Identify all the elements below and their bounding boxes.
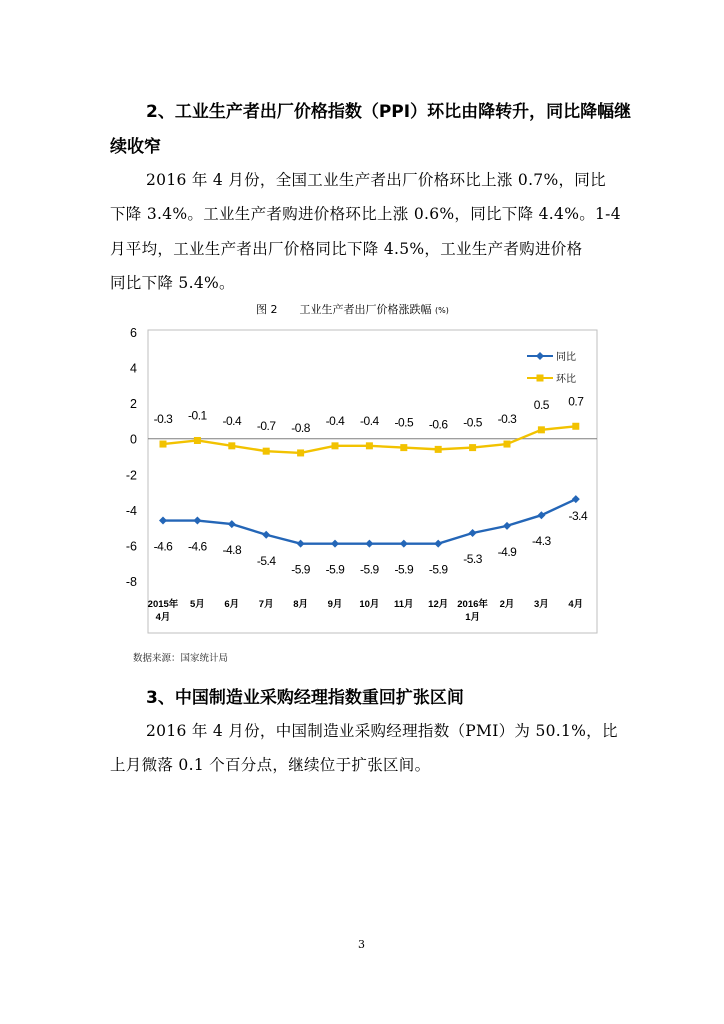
data-point-tongbi [262,531,270,539]
x-tick-label-line: 5月 [190,599,205,610]
figure-caption-unit: (%) [435,306,449,315]
section-3-heading: 3、中国制造业采购经理指数重回扩张区间 [146,688,464,708]
data-label-tongbi: -5.9 [394,562,414,577]
data-point-huanbi [194,437,201,444]
data-point-huanbi [469,444,476,451]
data-label-huanbi: -0.4 [325,413,345,428]
data-point-huanbi [366,442,373,449]
data-label-huanbi: 0.5 [533,397,549,412]
x-tick-label-line: 2月 [499,599,515,610]
x-tick-label [359,599,379,610]
data-label-huanbi: -0.5 [463,415,482,430]
chart-border [148,330,597,633]
x-tick-label [428,599,448,610]
data-source-note: 数据来源：国家统计局 [133,653,229,664]
data-point-huanbi [435,446,442,453]
y-tick-label: -4 [125,503,137,518]
x-tick-label [328,599,343,610]
data-label-tongbi: -5.3 [463,551,482,566]
data-point-tongbi [400,540,408,548]
x-tick-label-line: 11月 [394,599,414,610]
data-label-tongbi: -5.9 [428,562,448,577]
data-point-huanbi [332,442,339,449]
section-2-paragraph-line: 下降 3.4%。工业生产者购进价格环比上涨 0.6%，同比下降 4.4%。1-4 [110,205,621,223]
data-label-tongbi: -5.9 [291,562,310,577]
x-tick-label-line: 1月 [465,612,480,623]
x-tick-label-line: 2015年 [147,599,179,610]
x-tick-label [534,599,549,610]
data-label-tongbi: -5.9 [360,562,379,577]
x-tick-label [190,599,205,610]
x-tick-label [148,598,179,623]
data-point-huanbi [160,441,167,448]
data-point-tongbi [159,517,167,525]
section-2-paragraph-line: 月平均，工业生产者出厂价格同比下降 4.5%，工业生产者购进价格 [110,240,583,258]
data-label-tongbi: -4.6 [153,539,173,554]
data-label-tongbi: -5.4 [256,553,276,568]
section-3-paragraph-line: 2016 年 4 月份，中国制造业采购经理指数（PMI）为 50.1%，比 [146,722,618,740]
data-point-huanbi [400,444,407,451]
section-2-paragraph-line: 2016 年 4 月份，全国工业生产者出厂价格环比上涨 0.7%，同比 [146,171,606,189]
x-tick-label [568,599,583,610]
data-point-tongbi [297,540,305,548]
x-tick-label-line: 4月 [155,612,171,623]
y-tick-label: 0 [130,432,137,447]
figure-caption-title: 图 2 工业生产者出厂价格涨跌幅 [256,303,432,316]
x-tick-label [500,599,515,610]
data-label-huanbi: 0.7 [568,394,584,409]
data-point-huanbi [538,426,545,433]
data-label-huanbi: -0.5 [394,415,414,430]
legend-marker-tongbi [536,352,544,360]
data-point-tongbi [469,529,477,537]
data-point-tongbi [228,520,236,528]
legend-marker-huanbi [537,375,544,382]
data-point-tongbi [365,540,373,548]
data-point-huanbi [297,449,304,456]
y-tick-label: 6 [130,326,137,340]
data-label-huanbi: -0.3 [153,412,173,427]
section-2-heading-line-2: 续收窄 [110,137,161,157]
data-point-tongbi [434,540,442,548]
data-point-tongbi [193,517,201,525]
y-tick-label: -8 [125,575,137,589]
x-tick-label [224,599,239,610]
data-label-tongbi: -4.8 [222,543,242,558]
data-label-huanbi: -0.6 [428,417,448,432]
x-tick-label [457,598,488,623]
data-point-tongbi [537,511,545,519]
x-tick-label [394,599,414,610]
legend-label-huanbi: 环比 [556,374,576,385]
data-label-huanbi: -0.1 [188,408,207,423]
x-tick-label-line: 6月 [224,599,240,610]
series-line-tongbi [163,499,576,543]
data-point-huanbi [572,423,579,430]
data-label-huanbi: -0.4 [360,413,379,428]
data-point-huanbi [228,442,235,449]
section-3-paragraph-line: 上月微落 0.1 个百分点，继续位于扩张区间。 [110,756,431,774]
data-label-huanbi: -0.4 [222,413,242,428]
page-number: 3 [358,938,365,951]
x-tick-label-line: 4月 [568,599,584,610]
y-tick-label: -2 [125,468,137,483]
legend-label-tongbi: 同比 [556,352,576,363]
x-tick-label-line: 8月 [293,599,308,610]
data-label-tongbi: -4.9 [497,544,517,559]
data-point-huanbi [263,448,270,455]
y-tick-label: -6 [125,539,137,554]
x-tick-label [259,599,274,610]
x-tick-label-line: 10月 [359,599,380,610]
y-tick-label: 4 [130,361,137,376]
data-point-tongbi [503,522,511,530]
x-tick-label-line: 9月 [327,599,343,610]
data-point-tongbi [331,540,339,548]
x-tick-label-line: 7月 [258,599,274,610]
data-label-tongbi: -5.9 [325,562,345,577]
data-label-huanbi: -0.7 [256,419,276,434]
data-label-tongbi: -3.4 [568,509,588,524]
data-label-tongbi: -4.3 [532,534,551,549]
x-tick-label-line: 3月 [534,599,549,610]
x-tick-label-line: 12月 [428,599,449,610]
y-tick-label: 2 [130,397,137,412]
data-label-huanbi: -0.8 [291,420,310,435]
data-point-tongbi [572,495,580,503]
section-2-heading-line-1: 2、工业生产者出厂价格指数（PPI）环比由降转升，同比降幅继 [146,102,632,122]
x-tick-label [293,599,308,610]
section-2-paragraph-line: 同比下降 5.4%。 [110,274,235,292]
data-point-huanbi [504,441,511,448]
data-label-tongbi: -4.6 [188,539,207,554]
data-label-huanbi: -0.3 [497,412,517,427]
x-tick-label-line: 2016年 [457,599,488,610]
